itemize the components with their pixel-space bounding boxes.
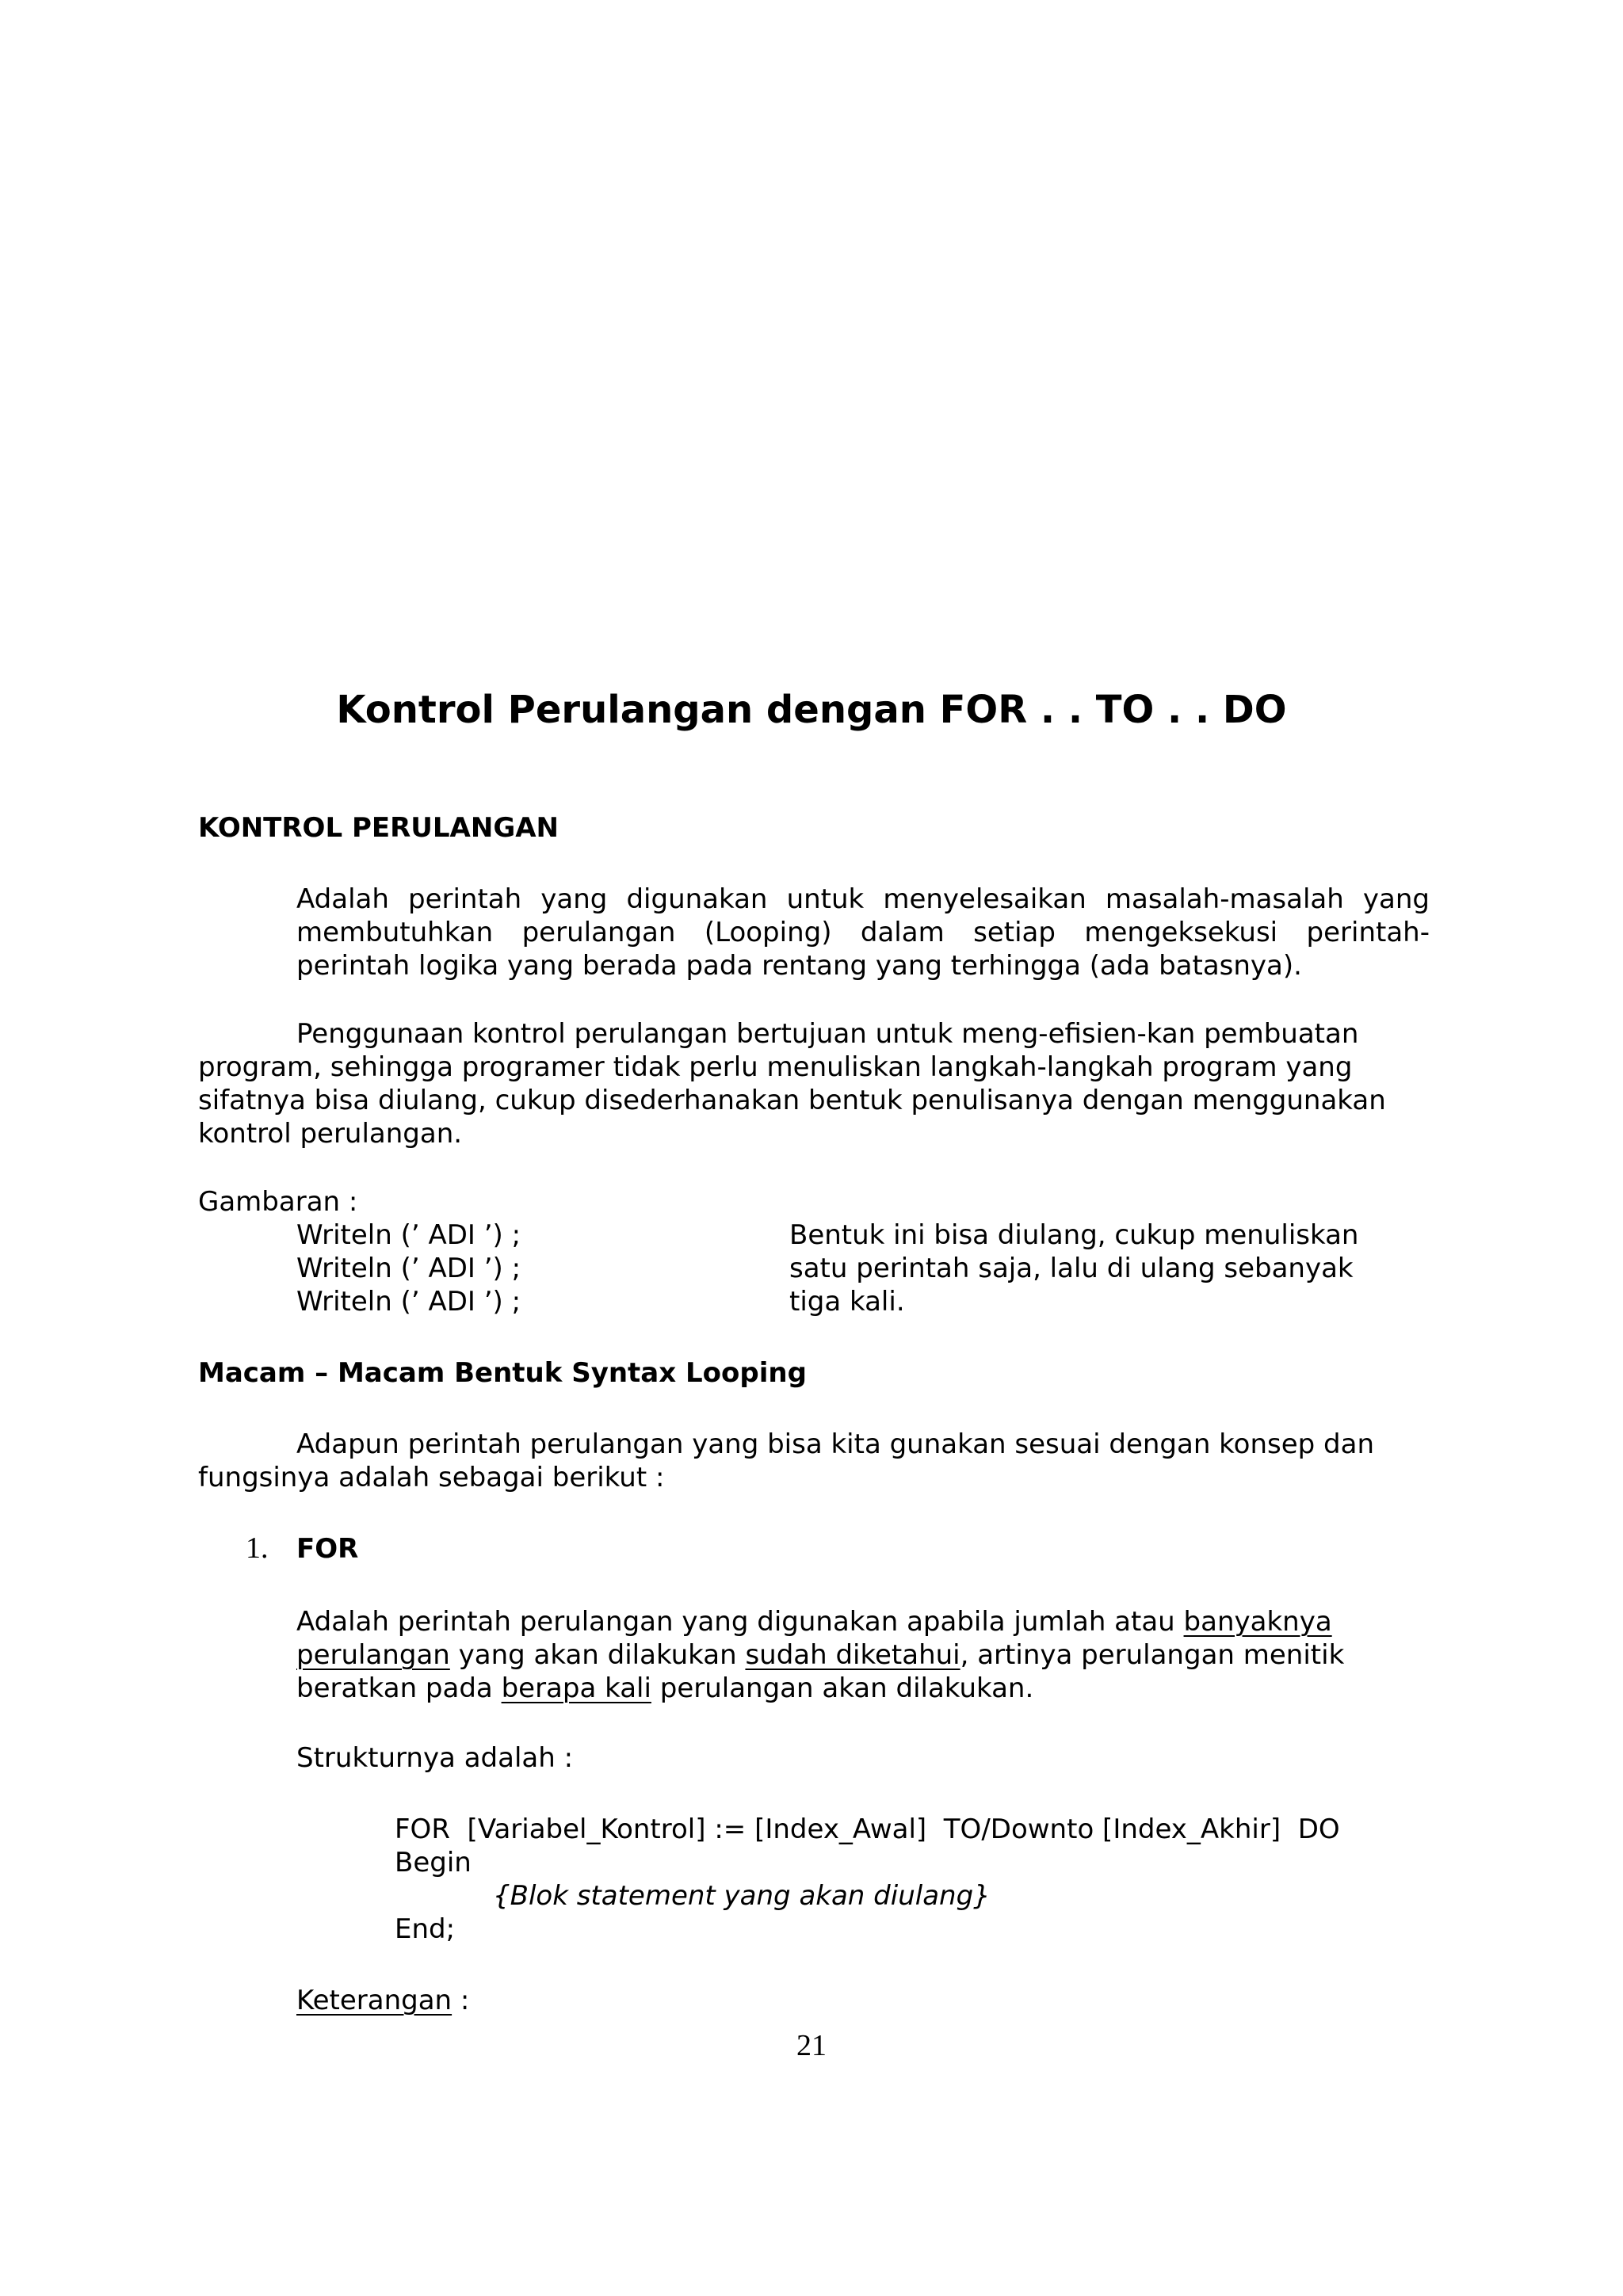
- text-line: beratkan pada berapa kali perulangan akan dilakukan.: [296, 1672, 1034, 1704]
- syntax-line: End;: [395, 1913, 456, 1945]
- syntax-line: FOR [Variabel_Kontrol] := [Index_Awal] TO/Downto [Index_Akhir] DO: [395, 1814, 1340, 1845]
- text-line: perulangan yang akan dilakukan sudah diketahui, artinya perulangan menitik: [296, 1639, 1345, 1671]
- text-line: Adalah perintah perulangan yang digunakan apabila jumlah atau banyaknya: [296, 1606, 1332, 1638]
- text-line: Adapun perintah perulangan yang bisa kita gunakan sesuai dengan konsep dan: [296, 1428, 1374, 1460]
- underlined-text: perulangan: [296, 1639, 450, 1671]
- keterangan-label: Keterangan :: [296, 1985, 470, 2016]
- underlined-text: berapa kali: [501, 1672, 651, 1704]
- text-line: Adalah perintah yang digunakan untuk menyelesaikan masalah-masalah yang: [296, 883, 1430, 915]
- page-title: Kontrol Perulangan dengan FOR . . TO . . DO: [336, 688, 1287, 732]
- note-line: satu perintah saja, lalu di ulang sebanyak: [789, 1253, 1354, 1284]
- note-line: tiga kali.: [789, 1286, 905, 1318]
- struktur-label: Strukturnya adalah :: [296, 1742, 574, 1774]
- syntax-comment: {Blok statement yang akan diulang}: [493, 1880, 991, 1912]
- note-line: Bentuk ini bisa diulang, cukup menuliskan: [789, 1219, 1359, 1251]
- page-number: 21: [796, 2029, 827, 2062]
- list-number: 1.: [246, 1531, 269, 1565]
- underlined-text: sudah diketahui: [745, 1639, 960, 1671]
- text-line: kontrol perulangan.: [198, 1118, 463, 1150]
- section-heading-macam-looping: Macam – Macam Bentuk Syntax Looping: [198, 1357, 807, 1389]
- underlined-text: banyaknya: [1183, 1606, 1332, 1638]
- text-line: membutuhkan perulangan (Looping) dalam setiap mengeksekusi perintah-: [296, 917, 1430, 948]
- code-line: Writeln (’ ADI ’) ;: [296, 1253, 521, 1284]
- code-line: Writeln (’ ADI ’) ;: [296, 1286, 521, 1318]
- section-heading-kontrol-perulangan: KONTROL PERULANGAN: [198, 812, 559, 844]
- syntax-line: Begin: [395, 1847, 472, 1878]
- text-line: Penggunaan kontrol perulangan bertujuan untuk meng-efisien-kan pembuatan: [296, 1018, 1359, 1050]
- code-line: Writeln (’ ADI ’) ;: [296, 1219, 521, 1251]
- gambaran-label: Gambaran :: [198, 1186, 358, 1218]
- text-line: perintah logika yang berada pada rentang yang terhingga (ada batasnya).: [296, 950, 1302, 982]
- text-line: fungsinya adalah sebagai berikut :: [198, 1462, 665, 1493]
- text-line: program, sehingga programer tidak perlu menuliskan langkah-langkah program yang: [198, 1051, 1353, 1083]
- text-line: sifatnya bisa diulang, cukup disederhanakan bentuk penulisanya dengan menggunakan: [198, 1085, 1386, 1116]
- list-item-for-label: FOR: [296, 1533, 359, 1565]
